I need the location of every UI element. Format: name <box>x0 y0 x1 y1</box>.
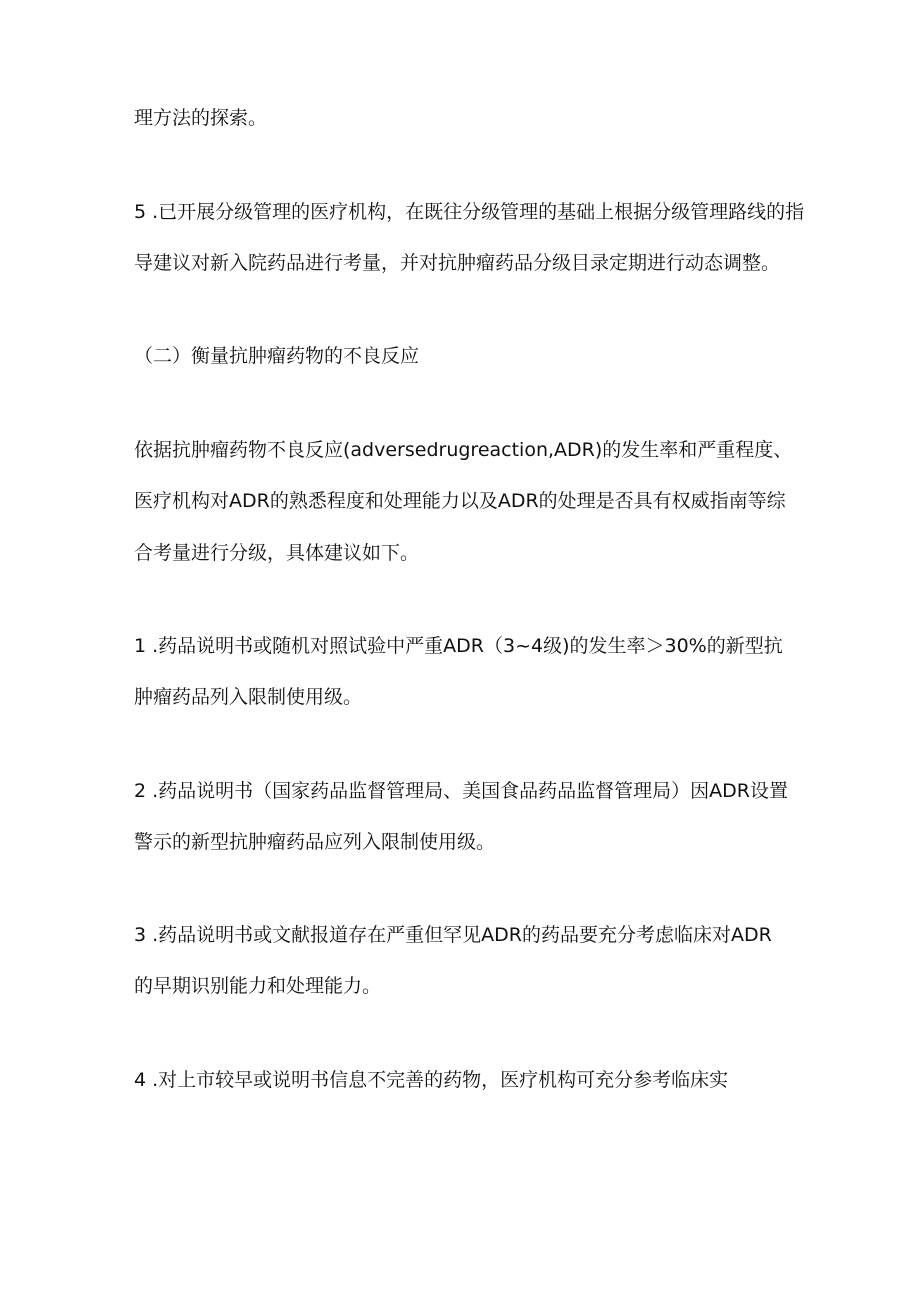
paragraph-line: 导建议对新入院药品进行考量，并对抗肿瘤药品分级目录定期进行动态调整。 <box>134 252 781 274</box>
paragraph-line: 2 .药品说明书（国家药品监督管理局、美国食品药品监督管理局）因ADR设置 <box>134 780 788 802</box>
paragraph-line: 理方法的探索。 <box>134 107 268 129</box>
paragraph-line: 合考量进行分级，具体建议如下。 <box>134 542 420 564</box>
paragraph-line: 依据抗肿瘤药物不良反应(adversedrugreaction,ADR)的发生率和严重程度、 <box>134 439 793 461</box>
paragraph-line: 1 .药品说明书或随机对照试验中严重ADR（3~4级)的发生率＞30%的新型抗 <box>134 635 783 657</box>
paragraph-line: 肿瘤药品列入限制使用级。 <box>134 686 363 708</box>
paragraph-line: 3 .药品说明书或文献报道存在严重但罕见ADR的药品要充分考虑临床对ADR <box>134 924 772 946</box>
paragraph-line: 5 .已开展分级管理的医疗机构，在既往分级管理的基础上根据分级管理路线的指 <box>134 201 805 223</box>
paragraph-line: 医疗机构对ADR的熟悉程度和处理能力以及ADR的处理是否具有权威指南等综 <box>134 490 786 512</box>
paragraph-line: 4 .对上市较早或说明书信息不完善的药物，医疗机构可充分参考临床实 <box>134 1069 729 1091</box>
section-heading: （二）衡量抗肿瘤药物的不良反应 <box>134 345 420 367</box>
paragraph-line: 警示的新型抗肿瘤药品应列入限制使用级。 <box>134 831 496 853</box>
paragraph-line: 的早期识别能力和处理能力。 <box>134 975 382 997</box>
